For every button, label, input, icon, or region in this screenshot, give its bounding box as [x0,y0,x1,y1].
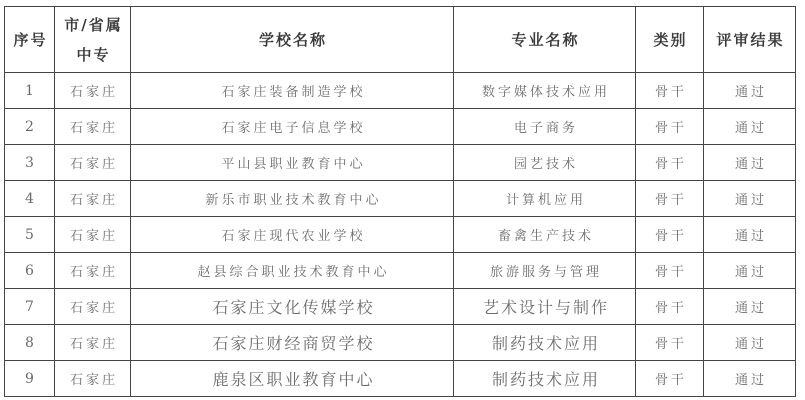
header-major-name: 专业名称 [454,7,636,73]
category-cell: 骨干 [636,217,704,253]
city-cell: 石家庄 [55,325,131,361]
category-cell: 骨干 [636,325,704,361]
major-name-cell: 电子商务 [454,109,636,145]
table-row [5,73,796,109]
city-cell: 石家庄 [55,361,131,397]
review-result-cell: 通过 [704,145,796,181]
review-result-cell: 通过 [704,253,796,289]
table-row [5,217,796,253]
school-name-cell: 石家庄现代农业学校 [131,217,454,253]
serial-number-cell: 5 [5,217,55,253]
review-results-table [4,6,796,397]
review-result-cell: 通过 [704,73,796,109]
school-name-cell: 石家庄财经商贸学校 [131,325,454,361]
serial-number-cell: 3 [5,145,55,181]
school-name-cell: 新乐市职业技术教育中心 [131,181,454,217]
table-row [5,289,796,325]
category-cell: 骨干 [636,109,704,145]
major-name-cell: 制药技术应用 [454,361,636,397]
school-name-cell: 石家庄文化传媒学校 [131,289,454,325]
header-serial-number: 序号 [5,7,55,73]
school-name-cell: 石家庄电子信息学校 [131,109,454,145]
header-city-line1: 市/省属 [64,15,123,34]
serial-number-cell: 4 [5,181,55,217]
category-cell: 骨干 [636,145,704,181]
header-school-name: 学校名称 [131,7,454,73]
serial-number-cell: 8 [5,325,55,361]
review-result-cell: 通过 [704,325,796,361]
city-cell: 石家庄 [55,109,131,145]
major-name-cell: 旅游服务与管理 [454,253,636,289]
major-name-cell: 畜禽生产技术 [454,217,636,253]
table-row [5,325,796,361]
category-cell: 骨干 [636,289,704,325]
table-row [5,253,796,289]
major-name-cell: 制药技术应用 [454,325,636,361]
review-result-cell: 通过 [704,217,796,253]
city-cell: 石家庄 [55,253,131,289]
city-cell: 石家庄 [55,181,131,217]
major-name-cell: 数字媒体技术应用 [454,73,636,109]
city-cell: 石家庄 [55,145,131,181]
city-cell: 石家庄 [55,289,131,325]
table-row [5,145,796,181]
review-result-cell: 通过 [704,109,796,145]
serial-number-cell: 9 [5,361,55,397]
serial-number-cell: 6 [5,253,55,289]
major-name-cell: 艺术设计与制作 [454,289,636,325]
review-result-cell: 通过 [704,289,796,325]
header-review-result: 评审结果 [704,7,796,73]
school-name-cell: 鹿泉区职业教育中心 [131,361,454,397]
school-name-cell: 平山县职业教育中心 [131,145,454,181]
city-cell: 石家庄 [55,73,131,109]
major-name-cell: 计算机应用 [454,181,636,217]
review-result-cell: 通过 [704,181,796,217]
header-row [5,7,796,73]
category-cell: 骨干 [636,361,704,397]
header-city-line2: 中专 [76,45,111,64]
serial-number-cell: 7 [5,289,55,325]
school-name-cell: 石家庄装备制造学校 [131,73,454,109]
table-row [5,109,796,145]
table-row [5,361,796,397]
category-cell: 骨干 [636,253,704,289]
city-cell: 石家庄 [55,217,131,253]
serial-number-cell: 2 [5,109,55,145]
header-city-provincial-secondary [55,7,131,73]
header-category: 类别 [636,7,704,73]
category-cell: 骨干 [636,73,704,109]
school-name-cell: 赵县综合职业技术教育中心 [131,253,454,289]
serial-number-cell: 1 [5,73,55,109]
review-result-cell: 通过 [704,361,796,397]
category-cell: 骨干 [636,181,704,217]
table-row [5,181,796,217]
major-name-cell: 园艺技术 [454,145,636,181]
